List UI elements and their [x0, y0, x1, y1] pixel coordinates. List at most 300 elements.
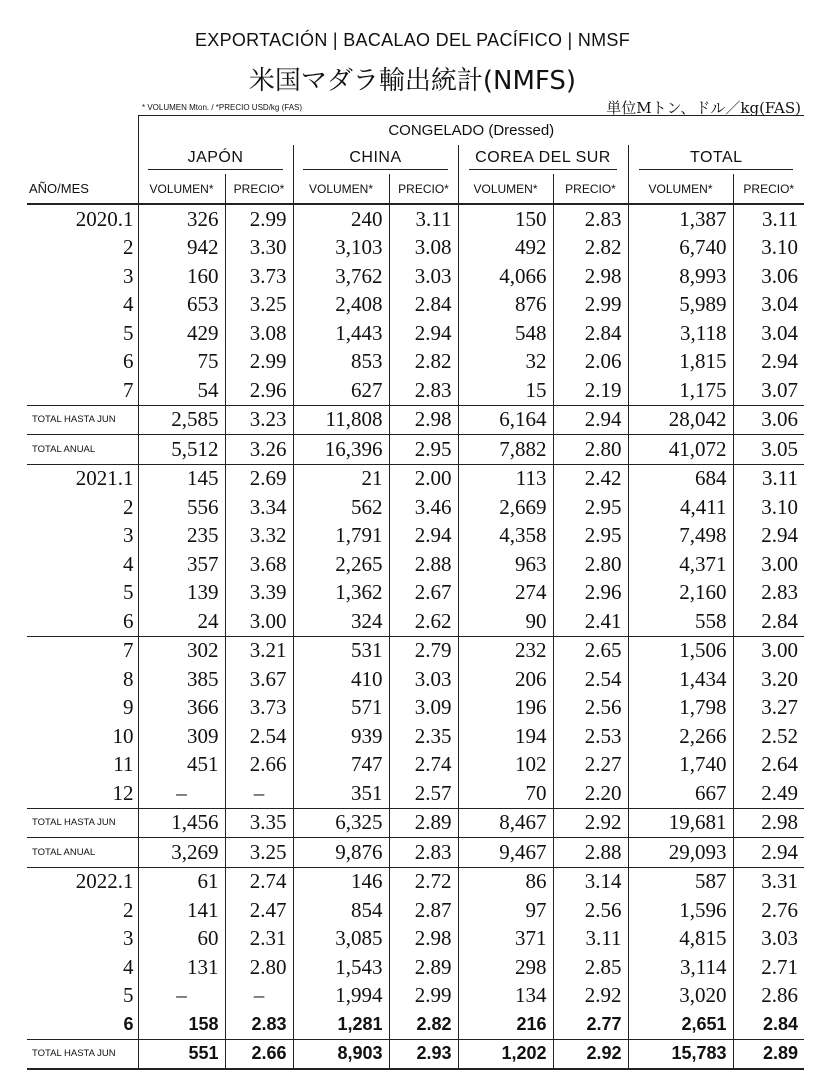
volume-cell: 131 — [138, 953, 225, 982]
volume-cell: 194 — [458, 722, 553, 751]
volume-cell: 4,371 — [628, 550, 733, 579]
volume-cell: 667 — [628, 779, 733, 808]
volume-cell: 8,993 — [628, 262, 733, 291]
volume-cell: 15,783 — [628, 1039, 733, 1069]
price-cell: 2.99 — [225, 348, 293, 377]
price-cell: 3.35 — [225, 808, 293, 838]
price-cell: 2.84 — [733, 1010, 804, 1039]
price-cell: 2.89 — [733, 1039, 804, 1069]
price-cell: 2.98 — [553, 262, 628, 291]
row-label: 12 — [112, 780, 134, 805]
price-cell: 2.92 — [553, 1039, 628, 1069]
price-cell: 3.25 — [225, 291, 293, 320]
price-cell: 2.67 — [389, 579, 458, 608]
price-cell: 3.08 — [389, 234, 458, 263]
volume-cell: 54 — [138, 376, 225, 405]
price-cell: – — [225, 779, 293, 808]
country-header-total: TOTAL — [628, 145, 804, 174]
volume-cell: 1,740 — [628, 751, 733, 780]
header-blank — [27, 116, 138, 146]
price-cell: 2.82 — [389, 348, 458, 377]
export-stats-table — [27, 115, 804, 1070]
total-row — [27, 435, 804, 465]
volume-cell: 3,114 — [628, 953, 733, 982]
table-row — [27, 751, 804, 780]
volume-cell: 3,020 — [628, 982, 733, 1011]
volume-cell: 1,791 — [293, 522, 389, 551]
price-cell: 3.06 — [733, 405, 804, 435]
volume-cell: 2,266 — [628, 722, 733, 751]
price-cell: 2.76 — [733, 896, 804, 925]
volume-cell: 351 — [293, 779, 389, 808]
volume-cell: 3,269 — [138, 838, 225, 868]
price-cell: 2.54 — [225, 722, 293, 751]
row-label: 2 — [123, 235, 134, 260]
price-cell: 3.31 — [733, 867, 804, 896]
price-cell: 2.92 — [553, 808, 628, 838]
price-cell: 3.68 — [225, 550, 293, 579]
price-cell: 2.95 — [389, 435, 458, 465]
table-row — [27, 319, 804, 348]
volume-cell: 371 — [458, 925, 553, 954]
column-header-volume: VOLUMEN* — [458, 174, 553, 204]
price-cell: 2.94 — [553, 405, 628, 435]
table-row — [27, 953, 804, 982]
price-cell: 2.77 — [553, 1010, 628, 1039]
volume-cell: 146 — [293, 867, 389, 896]
table-row — [27, 779, 804, 808]
price-cell: 3.05 — [733, 435, 804, 465]
table-row — [27, 348, 804, 377]
units-note: * VOLUMEN Mton. / *PRECIO USD/kg (FAS) — [142, 103, 303, 112]
price-cell: 2.86 — [733, 982, 804, 1011]
volume-cell: 113 — [458, 464, 553, 493]
price-cell: 2.88 — [389, 550, 458, 579]
price-cell: 2.72 — [389, 867, 458, 896]
volume-cell: 235 — [138, 522, 225, 551]
row-label: TOTAL ANUAL — [27, 435, 138, 465]
volume-cell: 6,164 — [458, 405, 553, 435]
volume-cell: 75 — [138, 348, 225, 377]
price-cell: 2.35 — [389, 722, 458, 751]
price-cell: 2.41 — [553, 607, 628, 636]
price-cell: 2.83 — [389, 376, 458, 405]
price-cell: 3.04 — [733, 291, 804, 320]
table-row — [27, 982, 804, 1011]
price-cell: 3.32 — [225, 522, 293, 551]
price-cell: 2.42 — [553, 464, 628, 493]
volume-cell: 8,903 — [293, 1039, 389, 1069]
table-row — [27, 234, 804, 263]
price-cell: 3.00 — [733, 550, 804, 579]
total-row — [27, 838, 804, 868]
price-cell: 2.89 — [389, 808, 458, 838]
table-row — [27, 522, 804, 551]
volume-cell: 2,160 — [628, 579, 733, 608]
price-cell: 2.88 — [553, 838, 628, 868]
volume-cell: – — [138, 779, 225, 808]
row-label: 3 — [123, 926, 134, 951]
total-row — [27, 808, 804, 838]
volume-cell: 19,681 — [628, 808, 733, 838]
row-label: 3 — [123, 523, 134, 548]
price-cell: 2.47 — [225, 896, 293, 925]
price-cell: 3.09 — [389, 694, 458, 723]
price-cell: 3.20 — [733, 665, 804, 694]
price-cell: – — [225, 982, 293, 1011]
price-cell: 2.99 — [389, 982, 458, 1011]
price-cell: 2.80 — [553, 550, 628, 579]
price-cell: 2.98 — [389, 405, 458, 435]
row-label: 5 — [123, 983, 134, 1008]
row-label: 2020.1 — [27, 204, 138, 234]
volume-cell: 556 — [138, 493, 225, 522]
table-row — [27, 493, 804, 522]
row-label: TOTAL HASTA JUN — [27, 1039, 138, 1069]
price-cell: 3.25 — [225, 838, 293, 868]
price-cell: 2.83 — [733, 579, 804, 608]
volume-cell: 97 — [458, 896, 553, 925]
table-row — [27, 636, 804, 665]
price-cell: 3.73 — [225, 262, 293, 291]
volume-cell: 1,202 — [458, 1039, 553, 1069]
volume-cell: 2,265 — [293, 550, 389, 579]
price-cell: 2.54 — [553, 665, 628, 694]
volume-cell: 3,085 — [293, 925, 389, 954]
volume-cell: 141 — [138, 896, 225, 925]
price-cell: 2.92 — [553, 982, 628, 1011]
price-cell: 3.08 — [225, 319, 293, 348]
price-cell: 2.94 — [733, 348, 804, 377]
price-cell: 3.07 — [733, 376, 804, 405]
price-cell: 3.27 — [733, 694, 804, 723]
price-cell: 2.94 — [389, 522, 458, 551]
column-header-volume: VOLUMEN* — [628, 174, 733, 204]
price-cell: 2.94 — [733, 838, 804, 868]
volume-cell: 385 — [138, 665, 225, 694]
row-label: 4 — [123, 954, 134, 979]
volume-cell: 9,876 — [293, 838, 389, 868]
volume-cell: 627 — [293, 376, 389, 405]
volume-cell: 216 — [458, 1010, 553, 1039]
price-cell: 3.21 — [225, 636, 293, 665]
table-row — [27, 1010, 804, 1039]
volume-cell: 7,498 — [628, 522, 733, 551]
price-cell: 2.83 — [389, 838, 458, 868]
row-label: 2022.1 — [27, 867, 138, 896]
price-cell: 2.96 — [553, 579, 628, 608]
volume-cell: 492 — [458, 234, 553, 263]
price-cell: 2.98 — [733, 808, 804, 838]
price-cell: 2.93 — [389, 1039, 458, 1069]
volume-cell: 86 — [458, 867, 553, 896]
price-cell: 2.65 — [553, 636, 628, 665]
volume-cell: 1,543 — [293, 953, 389, 982]
price-cell: 3.03 — [389, 665, 458, 694]
japanese-title: 米国マダラ輸出統計(NMFS) — [248, 66, 577, 96]
price-cell: 2.49 — [733, 779, 804, 808]
price-cell: 2.64 — [733, 751, 804, 780]
price-cell: 2.83 — [225, 1010, 293, 1039]
volume-cell: 1,456 — [138, 808, 225, 838]
volume-cell: 451 — [138, 751, 225, 780]
total-row — [27, 405, 804, 435]
volume-cell: 1,281 — [293, 1010, 389, 1039]
volume-cell: 942 — [138, 234, 225, 263]
column-header-price: PRECIO* — [225, 174, 293, 204]
price-cell: 2.74 — [225, 867, 293, 896]
volume-cell: 90 — [458, 607, 553, 636]
volume-cell: 1,362 — [293, 579, 389, 608]
volume-cell: 558 — [628, 607, 733, 636]
price-cell: 3.73 — [225, 694, 293, 723]
price-cell: 2.66 — [225, 751, 293, 780]
price-cell: 2.62 — [389, 607, 458, 636]
volume-cell: 1,994 — [293, 982, 389, 1011]
price-cell: 2.84 — [733, 607, 804, 636]
volume-cell: 60 — [138, 925, 225, 954]
total-row — [27, 1039, 804, 1069]
price-cell: 2.57 — [389, 779, 458, 808]
row-label: 7 — [27, 636, 138, 665]
volume-cell: 7,882 — [458, 435, 553, 465]
price-cell: 2.06 — [553, 348, 628, 377]
price-cell: 2.66 — [225, 1039, 293, 1069]
price-cell: 2.89 — [389, 953, 458, 982]
volume-cell: 4,358 — [458, 522, 553, 551]
volume-cell: 571 — [293, 694, 389, 723]
volume-cell: 747 — [293, 751, 389, 780]
row-label: 6 — [123, 349, 134, 374]
price-cell: 2.95 — [553, 522, 628, 551]
price-cell: 2.31 — [225, 925, 293, 954]
volume-cell: 854 — [293, 896, 389, 925]
table-row — [27, 464, 804, 493]
price-cell: 2.84 — [553, 319, 628, 348]
price-cell: 2.56 — [553, 694, 628, 723]
volume-cell: 232 — [458, 636, 553, 665]
country-header-korea: COREA DEL SUR — [458, 145, 628, 174]
volume-cell: 274 — [458, 579, 553, 608]
row-label: 11 — [113, 752, 134, 777]
price-cell: 3.00 — [225, 607, 293, 636]
price-cell: 2.96 — [225, 376, 293, 405]
table-row — [27, 291, 804, 320]
price-cell: 3.34 — [225, 493, 293, 522]
volume-cell: 324 — [293, 607, 389, 636]
table-row — [27, 665, 804, 694]
volume-cell: 357 — [138, 550, 225, 579]
price-cell: 2.94 — [733, 522, 804, 551]
price-cell: 2.19 — [553, 376, 628, 405]
volume-cell: 2,669 — [458, 493, 553, 522]
table-row — [27, 204, 804, 234]
row-label: TOTAL HASTA JUN — [27, 808, 138, 838]
volume-cell: 61 — [138, 867, 225, 896]
price-cell: 2.53 — [553, 722, 628, 751]
volume-cell: 531 — [293, 636, 389, 665]
volume-cell: 5,512 — [138, 435, 225, 465]
volume-cell: 1,596 — [628, 896, 733, 925]
volume-cell: 2,585 — [138, 405, 225, 435]
row-label: 2021.1 — [27, 464, 138, 493]
column-header-price: PRECIO* — [389, 174, 458, 204]
row-label: 5 — [123, 580, 134, 605]
volume-cell: 21 — [293, 464, 389, 493]
column-header-price: PRECIO* — [553, 174, 628, 204]
volume-cell: 70 — [458, 779, 553, 808]
volume-cell: 309 — [138, 722, 225, 751]
volume-cell: 429 — [138, 319, 225, 348]
volume-cell: 196 — [458, 694, 553, 723]
price-cell: 2.27 — [553, 751, 628, 780]
volume-cell: 6,740 — [628, 234, 733, 263]
row-label: 6 — [123, 608, 134, 633]
volume-cell: 684 — [628, 464, 733, 493]
price-cell: 3.00 — [733, 636, 804, 665]
volume-cell: 8,467 — [458, 808, 553, 838]
volume-cell: 2,408 — [293, 291, 389, 320]
volume-cell: 326 — [138, 204, 225, 234]
row-label: 5 — [123, 320, 134, 345]
volume-cell: 139 — [138, 579, 225, 608]
row-label: 4 — [123, 551, 134, 576]
price-cell: 3.11 — [389, 204, 458, 234]
row-label: 3 — [123, 263, 134, 288]
volume-cell: 853 — [293, 348, 389, 377]
price-cell: 3.46 — [389, 493, 458, 522]
row-label: TOTAL ANUAL — [27, 838, 138, 868]
volume-cell: 32 — [458, 348, 553, 377]
price-cell: 2.87 — [389, 896, 458, 925]
volume-cell: 24 — [138, 607, 225, 636]
volume-cell: 366 — [138, 694, 225, 723]
volume-cell: – — [138, 982, 225, 1011]
volume-cell: 548 — [458, 319, 553, 348]
price-cell: 2.82 — [389, 1010, 458, 1039]
volume-cell: 562 — [293, 493, 389, 522]
row-label: 8 — [123, 666, 134, 691]
price-cell: 3.10 — [733, 234, 804, 263]
row-label: TOTAL HASTA JUN — [27, 405, 138, 435]
volume-cell: 876 — [458, 291, 553, 320]
price-cell: 2.84 — [389, 291, 458, 320]
column-header-volume: VOLUMEN* — [138, 174, 225, 204]
price-cell: 3.30 — [225, 234, 293, 263]
price-cell: 2.20 — [553, 779, 628, 808]
volume-cell: 9,467 — [458, 838, 553, 868]
price-cell: 3.11 — [733, 204, 804, 234]
page-title: EXPORTACIÓN | BACALAO DEL PACÍFICO | NMSF — [194, 30, 631, 50]
volume-cell: 158 — [138, 1010, 225, 1039]
price-cell: 2.99 — [553, 291, 628, 320]
price-cell: 2.56 — [553, 896, 628, 925]
table-row — [27, 925, 804, 954]
table-row — [27, 722, 804, 751]
column-header-volume: VOLUMEN* — [293, 174, 389, 204]
volume-cell: 3,762 — [293, 262, 389, 291]
volume-cell: 16,396 — [293, 435, 389, 465]
volume-cell: 160 — [138, 262, 225, 291]
table-row — [27, 694, 804, 723]
price-cell: 2.00 — [389, 464, 458, 493]
volume-cell: 2,651 — [628, 1010, 733, 1039]
volume-cell: 41,072 — [628, 435, 733, 465]
table-row — [27, 607, 804, 636]
price-cell: 2.82 — [553, 234, 628, 263]
row-label: 6 — [123, 1013, 134, 1034]
volume-cell: 1,798 — [628, 694, 733, 723]
table-row — [27, 376, 804, 405]
price-cell: 2.80 — [553, 435, 628, 465]
volume-cell: 4,066 — [458, 262, 553, 291]
row-label: 2 — [123, 897, 134, 922]
row-label: 7 — [123, 377, 134, 402]
price-cell: 3.04 — [733, 319, 804, 348]
volume-cell: 1,443 — [293, 319, 389, 348]
price-cell: 2.80 — [225, 953, 293, 982]
volume-cell: 6,325 — [293, 808, 389, 838]
price-cell: 3.26 — [225, 435, 293, 465]
table-row — [27, 550, 804, 579]
volume-cell: 150 — [458, 204, 553, 234]
volume-cell: 3,103 — [293, 234, 389, 263]
price-cell: 2.69 — [225, 464, 293, 493]
volume-cell: 653 — [138, 291, 225, 320]
volume-cell: 1,387 — [628, 204, 733, 234]
table-row — [27, 896, 804, 925]
table-row — [27, 867, 804, 896]
price-cell: 2.94 — [389, 319, 458, 348]
table-row — [27, 262, 804, 291]
volume-cell: 3,118 — [628, 319, 733, 348]
country-header-japan: JAPÓN — [138, 145, 293, 174]
column-header-period: AÑO/MES — [27, 174, 138, 204]
price-cell: 2.52 — [733, 722, 804, 751]
volume-cell: 939 — [293, 722, 389, 751]
price-cell: 2.74 — [389, 751, 458, 780]
volume-cell: 240 — [293, 204, 389, 234]
volume-cell: 11,808 — [293, 405, 389, 435]
price-cell: 3.67 — [225, 665, 293, 694]
volume-cell: 206 — [458, 665, 553, 694]
volume-cell: 1,506 — [628, 636, 733, 665]
volume-cell: 5,989 — [628, 291, 733, 320]
price-cell: 3.06 — [733, 262, 804, 291]
price-cell: 2.95 — [553, 493, 628, 522]
group-header-frozen: CONGELADO (Dressed) — [138, 116, 804, 146]
volume-cell: 102 — [458, 751, 553, 780]
volume-cell: 28,042 — [628, 405, 733, 435]
table-row — [27, 579, 804, 608]
price-cell: 3.14 — [553, 867, 628, 896]
units-japanese: 単位Mトン、ドル／kg(FAS) — [606, 99, 801, 117]
price-cell: 2.99 — [225, 204, 293, 234]
volume-cell: 4,411 — [628, 493, 733, 522]
row-label: 9 — [123, 695, 134, 720]
price-cell: 2.79 — [389, 636, 458, 665]
volume-cell: 1,175 — [628, 376, 733, 405]
volume-cell: 302 — [138, 636, 225, 665]
volume-cell: 134 — [458, 982, 553, 1011]
price-cell: 3.03 — [733, 925, 804, 954]
country-header-china: CHINA — [293, 145, 458, 174]
header-blank-2 — [27, 145, 138, 174]
price-cell: 3.11 — [553, 925, 628, 954]
row-label: 2 — [123, 494, 134, 519]
price-cell: 3.39 — [225, 579, 293, 608]
volume-cell: 4,815 — [628, 925, 733, 954]
